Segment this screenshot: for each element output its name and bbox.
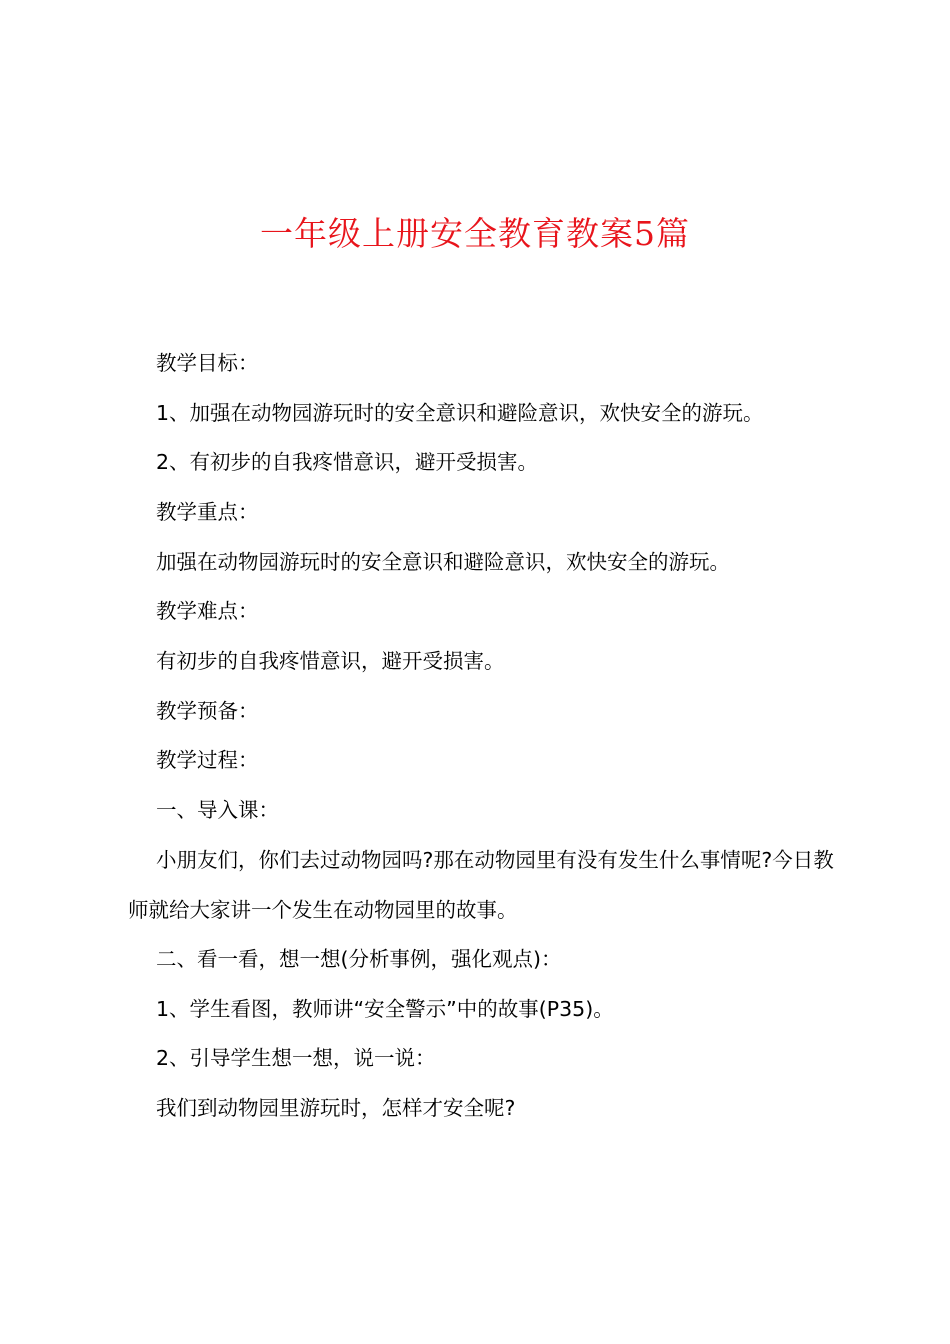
paragraph: 2、引导学生想一想，说一说：: [156, 1046, 436, 1070]
paragraph: 1、学生看图，教师讲“安全警示”中的故事(P35)。: [156, 997, 614, 1021]
paragraph: 教学难点：: [156, 599, 259, 623]
paragraph: 加强在动物园游玩时的安全意识和避险意识，欢快安全的游玩。: [156, 550, 730, 574]
paragraph: 教学重点：: [156, 500, 259, 524]
paragraph: 教学目标：: [156, 351, 259, 375]
paragraph: 2、有初步的自我疼惜意识，避开受损害。: [156, 450, 539, 474]
document-title: 一年级上册安全教育教案5篇: [260, 214, 690, 253]
paragraph: 教学过程：: [156, 748, 259, 772]
paragraph: 有初步的自我疼惜意识，避开受损害。: [156, 649, 505, 673]
paragraph: 1、加强在动物园游玩时的安全意识和避险意识，欢快安全的游玩。: [156, 401, 764, 425]
paragraph: 小朋友们，你们去过动物园吗?那在动物园里有没有发生什么事情呢?今日教师就给大家讲一个发生在动物园里的故事。: [128, 848, 834, 922]
paragraph: 我们到动物园里游玩时，怎样才安全呢?: [156, 1096, 516, 1120]
paragraph: 二、看一看，想一想(分析事例，强化观点)：: [156, 947, 562, 971]
paragraph: 一、导入课：: [156, 798, 279, 822]
paragraph: 教学预备：: [156, 699, 259, 723]
